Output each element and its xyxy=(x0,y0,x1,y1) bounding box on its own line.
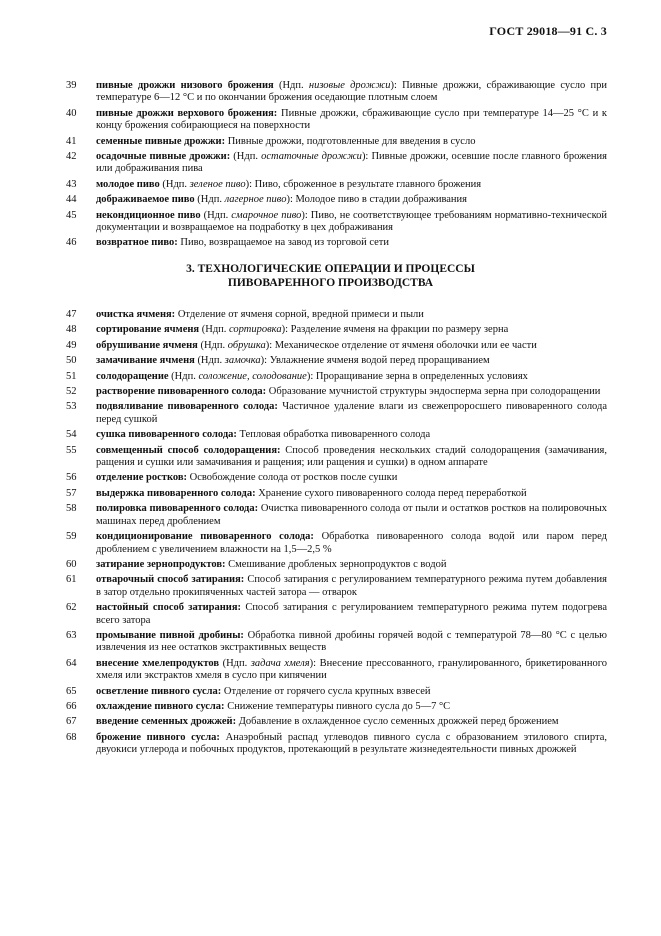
term-number: 49 xyxy=(66,339,77,351)
term: дображиваемое пиво xyxy=(96,194,195,206)
deprecated-note-open: (Ндп. xyxy=(159,178,190,190)
note-close: ): xyxy=(286,194,296,206)
term: внесение хмелепродуктов xyxy=(96,657,220,669)
term-entry xyxy=(0,210,661,235)
term-entry xyxy=(0,701,661,713)
term-entry xyxy=(0,559,661,571)
deprecated-term: зеленое пиво xyxy=(189,178,246,190)
term: сортирование ячменя xyxy=(96,324,200,336)
note-close: ): xyxy=(309,657,320,669)
term-definition: Тепловая обработка пивоваренного солода xyxy=(239,429,431,441)
deprecated-note-open: (Ндп. xyxy=(200,209,232,221)
term-entry xyxy=(0,386,661,398)
terms-list-section-2 xyxy=(0,80,661,253)
term-number: 47 xyxy=(66,309,77,320)
term-definition: Очистка пивоваренного солода от пыли и остатков ростков на полировочных машинах перед дроблением xyxy=(96,503,607,527)
term-number: 55 xyxy=(66,444,77,456)
deprecated-note-open: (Ндп. xyxy=(273,80,309,91)
term: промывание пивной дробины: xyxy=(96,629,244,641)
deprecated-note-open: (Ндп. xyxy=(197,339,228,351)
term-definition: Освобождение солода от ростков после сушки xyxy=(189,472,398,484)
term: настойный способ затирания: xyxy=(96,602,242,614)
term: затирание зернопродуктов: xyxy=(96,558,226,570)
section-title xyxy=(0,262,661,290)
deprecated-term: обрушка xyxy=(227,339,266,351)
term-entry xyxy=(0,108,661,133)
deprecated-note-open: (Ндп. xyxy=(219,657,251,669)
deprecated-note-open: (Ндп. xyxy=(194,194,225,206)
deprecated-term: соложение, солодование xyxy=(198,370,307,382)
term-definition: Анаэробный распад углеводов пивного сусла с образованием этилового спирта, двуокиси углерода и побочных продуктов, протекающий в результате жизнедеятельности пивных дрожжей xyxy=(96,731,608,756)
term-entry xyxy=(0,340,661,352)
term-number: 42 xyxy=(66,151,77,163)
term: отделение ростков: xyxy=(96,472,188,484)
term: некондиционное пиво xyxy=(96,209,201,221)
term-definition: Снижение температуры пивного сусла до 5—7 °С xyxy=(227,700,451,712)
deprecated-note-open: (Ндп. xyxy=(230,151,262,163)
term-number: 63 xyxy=(66,629,77,641)
term: введение семенных дрожжей: xyxy=(96,716,237,728)
term-definition: Способ затирания с регулированием температурного режима путем подогрева всего затора xyxy=(96,602,607,626)
term-number: 67 xyxy=(66,716,77,728)
term-definition: Молодое пиво в стадии дображивания xyxy=(295,194,467,206)
term-entry xyxy=(0,429,661,441)
term-number: 62 xyxy=(66,602,77,614)
term-number: 64 xyxy=(66,657,77,669)
term-entry xyxy=(0,80,661,105)
note-close: ): xyxy=(306,370,316,382)
term-entry xyxy=(0,355,661,367)
term-number: 44 xyxy=(66,194,77,206)
term-number: 46 xyxy=(66,237,77,249)
term-definition: Способ проведения нескольких стадий солодоращения (замачивания, ращения и сушки или замачивания и ращения; или ращения и сушки) в одном аппарате xyxy=(96,444,607,469)
term-entry xyxy=(0,237,661,249)
term-definition: Пивные дрожжи, осевшие после главного брожения или дображивания пива xyxy=(96,151,607,175)
term: возвратное пиво: xyxy=(96,237,178,249)
term: полировка пивоваренного солода: xyxy=(96,503,259,515)
term-number: 43 xyxy=(66,178,77,190)
deprecated-term: смарочное пиво xyxy=(231,209,302,221)
deprecated-term: остаточные дрожжи xyxy=(261,151,362,163)
term: семенные пивные дрожжи: xyxy=(96,135,226,147)
term-entry xyxy=(0,401,661,426)
term-entry xyxy=(0,371,661,383)
term: осадочные пивные дрожжи: xyxy=(96,151,231,163)
term-entry xyxy=(0,488,661,500)
term-entry xyxy=(0,658,661,683)
term-definition: Отделение от ячменя сорной, вредной примеси и пыли xyxy=(177,309,424,320)
term-number: 39 xyxy=(66,80,77,91)
term-definition: Обработка пивоваренного солода водой или паром перед дроблением с увеличением влажности на 1,5—2,5 % xyxy=(96,531,607,555)
term-entry xyxy=(0,531,661,556)
note-close: ): xyxy=(245,178,255,190)
term: пивные дрожжи верхового брожения: xyxy=(96,107,278,119)
term-definition: Частичное удаление влаги из свежепроросшего пивоваренного солода перед сушкой xyxy=(96,401,608,425)
note-close: ): xyxy=(301,209,311,221)
term-number: 50 xyxy=(66,355,77,367)
term: очистка ячменя: xyxy=(96,309,176,320)
term: подвяливание пивоваренного солода: xyxy=(96,401,278,413)
note-close: ): xyxy=(265,339,275,351)
term-entry xyxy=(0,602,661,627)
page-header: ГОСТ 29018—91 С. 3 xyxy=(489,24,607,38)
terms-list-section-3 xyxy=(0,309,661,760)
term-definition: Механическое отделение от ячменя оболочки или ее части xyxy=(274,339,537,351)
term-entry xyxy=(0,179,661,191)
deprecated-term: задача хмеля xyxy=(250,657,310,669)
note-close: ): xyxy=(281,324,291,336)
term-definition: Обработка пивной дробины горячей водой с температурой 78—80 °С с целью извлечения из нее остатков экстрактивных веществ xyxy=(96,629,608,654)
term: сушка пивоваренного солода: xyxy=(96,429,237,441)
term-definition: Увлажнение ячменя водой перед проращиванием xyxy=(269,355,490,367)
term-definition: Пивные дрожжи, сбраживающие сусло при температуре 6—12 °С и по окончании брожения оседающие плотным слоем xyxy=(96,80,607,104)
term-definition: Образование мучнистой структуры эндосперма зерна при солодоращении xyxy=(268,386,601,398)
term-entry xyxy=(0,574,661,599)
term-number: 61 xyxy=(66,574,77,586)
term-definition: Пиво, сброженное в результате главного брожения xyxy=(254,178,482,190)
term-entry xyxy=(0,472,661,484)
term-definition: Отделение от горячего сусла крупных взвесей xyxy=(223,685,431,697)
term: молодое пиво xyxy=(96,178,160,190)
term-entry xyxy=(0,324,661,336)
deprecated-term: замочка xyxy=(224,355,261,367)
term-number: 40 xyxy=(66,107,77,119)
note-close xyxy=(314,531,322,542)
term-entry xyxy=(0,503,661,528)
term-entry xyxy=(0,309,661,321)
term-number: 45 xyxy=(66,209,77,221)
term-number: 54 xyxy=(66,429,77,441)
term-number: 53 xyxy=(66,401,77,413)
deprecated-note-open: (Ндп. xyxy=(199,324,230,336)
term-definition: Пиво, не соответствующее требованиям нормативно-технической документации и возвращаемое на подработку в цех дображивания xyxy=(96,209,608,234)
term: кондиционирование пивоваренного солода: xyxy=(96,531,314,543)
term-number: 59 xyxy=(66,531,77,543)
term-entry xyxy=(0,630,661,655)
term: совмещенный способ солодоращения: xyxy=(96,444,281,456)
term-definition: Способ затирания с регулированием температурного режима путем добавления в затор отдельно прокипяченных частей затора — отварок xyxy=(96,574,607,598)
term-entry xyxy=(0,716,661,728)
term-number: 68 xyxy=(66,731,77,743)
term: брожение пивного сусла: xyxy=(96,731,220,743)
term-number: 56 xyxy=(66,472,77,484)
deprecated-term: сортировка xyxy=(229,324,282,336)
term-definition: Пивные дрожжи, подготовленные для введения в сусло xyxy=(227,135,476,147)
term: пивные дрожжи низового брожения xyxy=(96,80,274,91)
term-definition: Смешивание дробленых зернопродуктов с водой xyxy=(228,558,447,570)
term: солодоращение xyxy=(96,370,169,382)
note-close: ): xyxy=(361,151,372,163)
deprecated-term: лагерное пиво xyxy=(224,194,287,206)
term: обрушивание ячменя xyxy=(96,339,198,351)
term-definition: Пиво, возвращаемое на завод из торговой сети xyxy=(180,237,390,249)
deprecated-term: низовые дрожжи xyxy=(308,80,391,91)
section-title-line2: ПИВОВАРЕННОГО ПРОИЗВОДСТВА xyxy=(227,277,434,289)
term-entry xyxy=(0,445,661,470)
term-number: 41 xyxy=(66,135,77,147)
term-number: 57 xyxy=(66,487,77,499)
term-entry xyxy=(0,732,661,757)
term-number: 66 xyxy=(66,700,77,712)
term-number: 48 xyxy=(66,324,77,336)
term: охлаждение пивного сусла: xyxy=(96,700,225,712)
term-number: 65 xyxy=(66,685,77,697)
term-number: 51 xyxy=(66,370,77,382)
term-definition: Проращивание зерна в определенных условиях xyxy=(315,370,528,382)
deprecated-note-open: (Ндп. xyxy=(168,370,199,382)
term-definition: Пивные дрожжи, сбраживающие сусло при температуре 14—25 °С и к концу брожения собирающиеся на поверхности xyxy=(96,107,608,132)
term: осветление пивного сусла: xyxy=(96,685,222,697)
term-definition: Внесение прессованного, гранулированного, брикетированного хмеля или экстрактов хмеля в сусло при кипячении xyxy=(96,657,608,682)
term-definition: Хранение сухого пивоваренного солода перед переработкой xyxy=(258,487,527,499)
term-entry xyxy=(0,151,661,176)
term: отварочный способ затирания: xyxy=(96,574,245,586)
term-entry xyxy=(0,686,661,698)
term-entry xyxy=(0,136,661,148)
term-number: 52 xyxy=(66,386,77,398)
term: растворение пивоваренного солода: xyxy=(96,386,267,398)
note-close: ): xyxy=(390,80,403,91)
term-definition: Разделение ячменя на фракции по размеру зерна xyxy=(290,324,509,336)
term-definition: Добавление в охлажденное сусло семенных дрожжей перед брожением xyxy=(238,716,559,728)
term-entry xyxy=(0,194,661,206)
term: замачивание ячменя xyxy=(96,355,195,367)
section-title-line1: 3. ТЕХНОЛОГИЧЕСКИЕ ОПЕРАЦИИ И ПРОЦЕССЫ xyxy=(186,263,475,275)
deprecated-note-open: (Ндп. xyxy=(194,355,225,367)
term-number: 60 xyxy=(66,558,77,570)
term-number: 58 xyxy=(66,503,77,515)
note-close: ): xyxy=(260,355,270,367)
term: выдержка пивоваренного солода: xyxy=(96,487,256,499)
